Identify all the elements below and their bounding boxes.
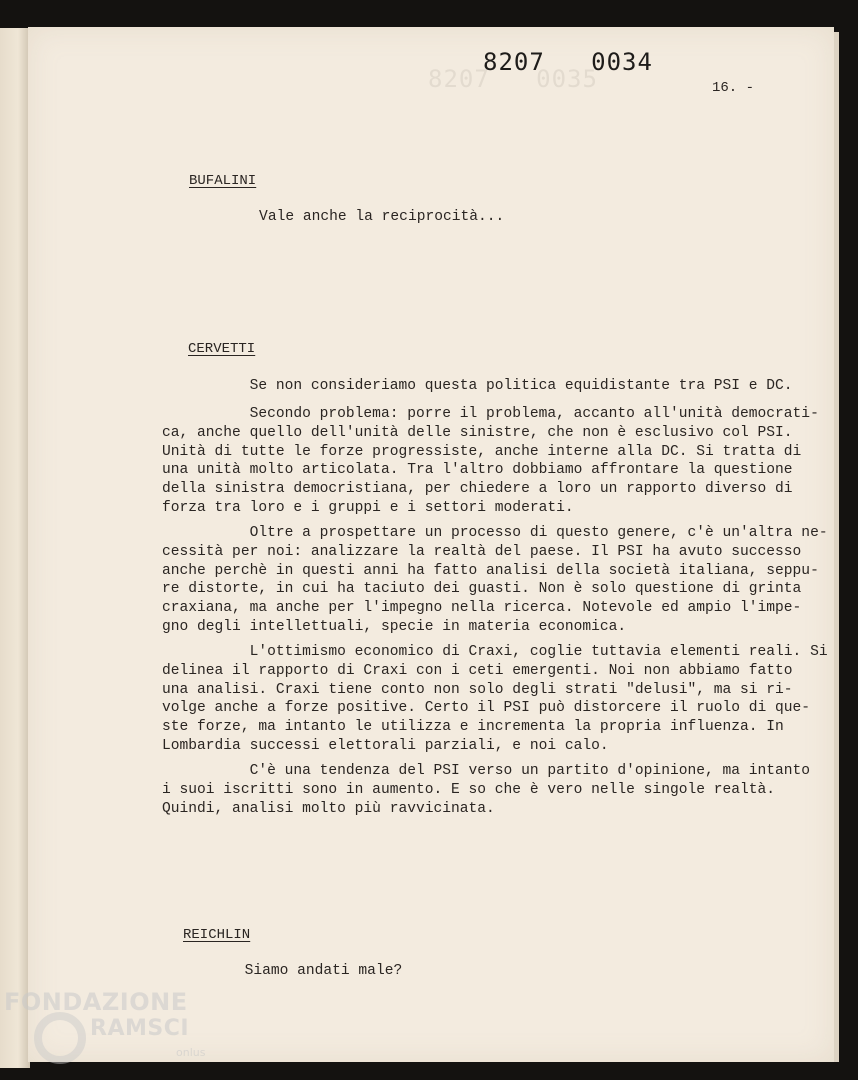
paragraph: Se non consideriamo questa politica equidistante tra PSI e DC. [162, 378, 793, 394]
speaker-bufalini: BUFALINI [189, 173, 257, 189]
watermark-line2: RAMSCI [90, 1016, 190, 1041]
speaker-reichlin: REICHLIN [183, 927, 251, 943]
page-number: 16. - [712, 80, 755, 96]
speaker-cervetti: CERVETTI [188, 341, 256, 357]
paragraph: Oltre a prospettare un processo di questo genere, c'è un'altra ne- cessità per noi: analizzare la realtà del paese. Il PSI ha avuto successo anche perchè in questi anni ha fatto analisi della società italiana, seppu- re distorte, in cui ha taciuto dei guasti. Non è solo questione di grinta craxiana, ma anche per l'impegno nella ricerca. Notevole ed ampio l'impe- gno degli intellettuali, specie in materia economica. [162, 525, 828, 635]
bleed-through-archive-number: 8207 0035 [428, 65, 598, 93]
watermark-line1: FONDAZIONE [4, 988, 188, 1016]
paragraph: Secondo problema: porre il problema, accanto all'unità democrati- ca, anche quello dell'unità delle sinistre, che non è esclusivo col PSI. Unità di tutte le forze progressiste, anche interne alla DC. Si tratta di una unità molto articolata. Tra l'altro dobbiamo affrontare la questione della sinistra democristiana, per chiedere a loro un rapporto diverso di forza tra loro e i gruppi e i settori moderati. [162, 406, 819, 516]
fondazione-gramsci-watermark [4, 988, 219, 1068]
page-edge [834, 32, 839, 1062]
paragraph: Siamo andati male? [157, 963, 403, 979]
paragraph: C'è una tendenza del PSI verso un partito d'opinione, ma intanto i suoi iscritti sono in aumento. E so che è vero nelle singole realtà. Quindi, analisi molto più ravvicinata. [162, 763, 811, 817]
watermark-line3: onlus [176, 1046, 206, 1059]
g-logo-icon [34, 1012, 86, 1064]
archive-number-stamp: 8207 0034 [483, 48, 653, 76]
paragraph: L'ottimismo economico di Craxi, coglie tuttavia elementi reali. Si delinea il rapporto di Craxi con i ceti emergenti. Noi non abbiamo fatto una analisi. Craxi tiene conto non solo degli strati "delusi", ma si ri- volge anche a forze positive. Certo il PSI può distorcere il ruolo di que- ste forze, ma intanto le utilizza e incrementa la propria influenza. In Lombardia successi elettorali parziali, e noi calo. [162, 644, 828, 754]
paragraph: Vale anche la reciprocità... [189, 209, 505, 225]
binder-spine [0, 28, 30, 1068]
